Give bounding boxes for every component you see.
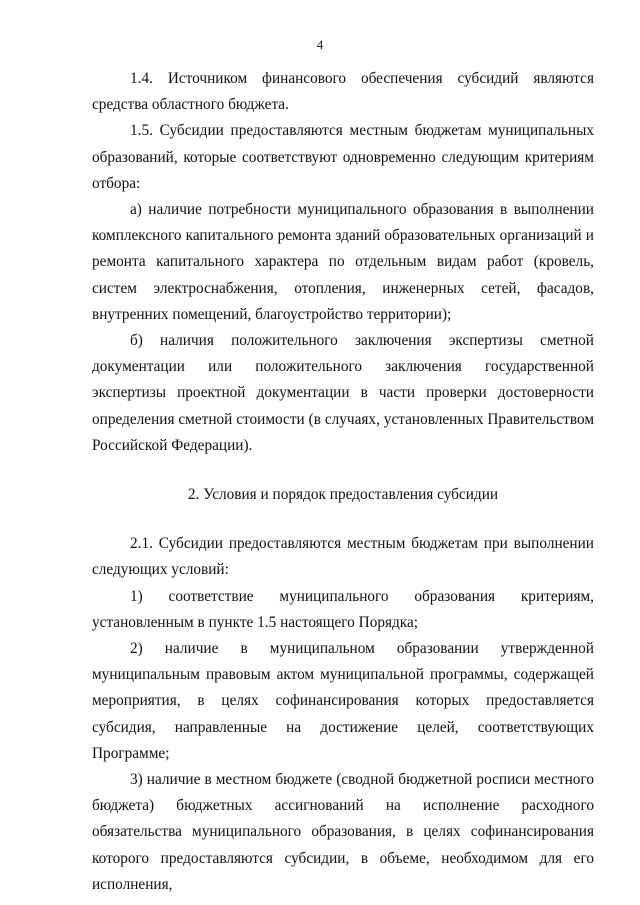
paragraph-2-1: 2.1. Субсидии предоставляются местным бюджетам при выполнении следующих условий: [92, 535, 594, 579]
section-2-heading: 2. Условия и порядок предоставления субсидии [187, 486, 499, 504]
paragraph-criterion-a: а) наличие потребности муниципального образования в выполнении комплексного капитального ремонта зданий образовательных организаций и ремонта капитального характера по отдельным видам работ (кровель, систем электроснабжения, отопления, инженерных сетей, фасадов, внутренних помещений, благоустройство территории); [92, 201, 594, 323]
document-body [92, 66, 594, 898]
paragraph-1-5: 1.5. Субсидии предоставляются местным бюджетам муниципальных образований, которые соответствуют одновременно следующим критериям отбора: [92, 122, 594, 192]
page-number: 4 [316, 37, 324, 52]
paragraph-condition-3: 3) наличие в местном бюджете (сводной бюджетной росписи местного бюджета) бюджетных ассигнований на исполнение расходного обязательства муниципального образования, в целях софинансирования которого предоставляются субсидии, в объеме, необходимом для его исполнения, [92, 771, 594, 893]
paragraph-criterion-b: б) наличия положительного заключения экспертизы сметной документации или положительного заключения государственной экспертизы проектной документации в части проверки достоверности определения сметной стоимости (в случаях, установленных Правительством Российской Федерации). [92, 332, 594, 454]
paragraph-condition-2: 2) наличие в муниципальном образовании утвержденной муниципальным правовым актом муниципальной программы, содержащей мероприятия, в целях софинансирования которых предоставляется субсидия, направленные на достижение целей, соответствующих Программе; [92, 640, 594, 762]
paragraph-1-4: 1.4. Источником финансового обеспечения субсидий являются средства областного бюджета. [92, 70, 594, 114]
paragraph-condition-1: 1) соответствие муниципального образования критериям, установленным в пункте 1.5 настоящего Порядка; [92, 587, 594, 631]
